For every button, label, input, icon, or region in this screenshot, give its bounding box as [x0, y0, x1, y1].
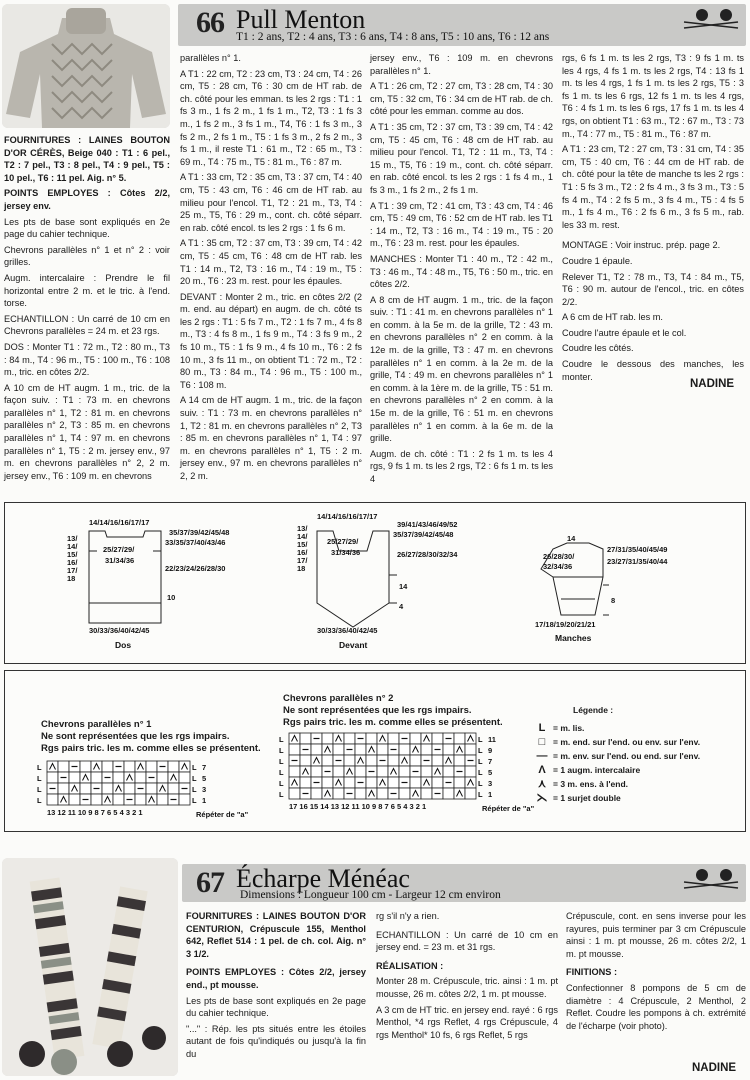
dos-top-label: 14/14/16/16/17/17 — [89, 518, 150, 527]
legend-text-4: = 3 m. ens. à l'end. — [553, 779, 629, 789]
chevron1-col-labels: 13 12 11 10 9 8 7 6 5 4 3 2 1 — [47, 808, 143, 817]
chevron2-cell — [399, 766, 410, 777]
pattern-67-title: Écharpe Ménéac — [236, 864, 410, 893]
chevron2-cell — [465, 788, 476, 799]
chevron1-cell — [80, 783, 91, 794]
scarf-illustration — [2, 858, 178, 1076]
p66-c1-p3: Chevrons parallèles n° 1 et n° 2 : voir grilles. — [4, 244, 170, 268]
chevron2-cell — [388, 733, 399, 744]
p66-c1-p2: Les pts de base sont expliqués en 2e page du cahier technique. — [4, 216, 170, 240]
chevron1-cell — [157, 794, 168, 805]
devant-h5: 18 — [297, 564, 306, 573]
p66-c4-p3: Coudre 1 épaule. — [562, 255, 633, 266]
p67-c1-p2: Les pts de base sont expliqués en 2e page du cahier technique. — [186, 995, 366, 1019]
chevron1-cell — [102, 783, 113, 794]
chevron2-cell — [333, 788, 344, 799]
legend-text-1: = m. end. sur l'end. ou env. sur l'env. — [553, 737, 701, 747]
p66-c4-p5: A 6 cm de HT rab. les m. — [562, 312, 663, 323]
pattern-67-signature: NADINE — [692, 1062, 737, 1074]
legend-text-0: = m. lis. — [553, 723, 585, 733]
chevron1-cell — [80, 761, 91, 772]
chevron2-cell — [432, 777, 443, 788]
dos-caption: Dos — [115, 640, 132, 650]
chevron1-row-L-right: L — [192, 773, 197, 783]
sweater-photo — [2, 4, 170, 128]
pattern-67-column-2 — [376, 910, 558, 1044]
chevron2-cell — [300, 755, 311, 766]
p67-c1-p0: FOURNITURES : LAINES BOUTON D'OR CENTURION, Crépuscule 155, Menthol 642, Reflet 514 : 1 pel. de ch. col. Aig. n° 3 1/2. — [186, 911, 366, 959]
devant-neck-label: 25/27/29/ — [327, 537, 359, 546]
chevron1-cell — [168, 783, 179, 794]
chevron1-title-2: Rgs pairs tric. les m. comme elles se présentent. — [41, 743, 261, 754]
chevron2-row-L: L — [279, 767, 284, 777]
chevron2-cell — [311, 788, 322, 799]
scarf-photo — [2, 858, 178, 1076]
p66-c2-p3: A T1 : 35 cm, T2 : 37 cm, T3 : 39 cm, T4 : 42 cm, T5 : 45 cm, T6 : 48 cm de HT rab. les T1 : 14 m., T2, T3 : 16 m., T4 : 19 m., T5 : 20 m., T6 : 23 m. rest. pour les épaules. — [180, 238, 362, 287]
chevron1-cell — [124, 783, 135, 794]
chevron1-cell — [113, 772, 124, 783]
chevron1-row-L: L — [37, 784, 42, 794]
p66-c1-p6: DOS : Monter T1 : 72 m., T2 : 80 m., T3 : 84 m., T4 : 96 m., T5 : 100 m., T6 : 108 m., tric. en côtes 2/2. — [4, 341, 170, 378]
p66-c1-p5: ECHANTILLON : Un carré de 10 cm en Chevrons parallèles = 24 m. et 23 rgs. — [4, 313, 170, 337]
chevron1-cell — [179, 772, 190, 783]
chevron1-cell — [102, 761, 113, 772]
chevron2-row-L-right: L — [478, 767, 483, 777]
chevron2-cell — [432, 733, 443, 744]
chevron2-row-label: 11 — [488, 734, 496, 744]
p66-c3-p0: jersey env., T6 : 109 m. en chevrons parallèles n° 1. — [370, 53, 553, 76]
pattern-67-number: 67 — [196, 866, 224, 899]
chevron2-cell — [377, 788, 388, 799]
legend-item-3 — [535, 763, 700, 777]
chevron2-row-L-right: L — [478, 745, 483, 755]
legend-sym-4: ⋏ — [537, 778, 547, 790]
chevron1-cell — [157, 772, 168, 783]
devant-right-3: 26/27/28/30/32/34 — [397, 550, 458, 559]
chevron2-cell — [432, 755, 443, 766]
chevron2-row-L: L — [279, 734, 284, 744]
pattern-67-dimensions: Dimensions : Longueur 100 cm - Largeur 12 cm environ — [240, 889, 501, 901]
manches-rib: 8 — [611, 596, 616, 605]
chevron2-cell — [366, 733, 377, 744]
schematics-svg — [5, 503, 745, 663]
legend-item-2 — [535, 749, 700, 763]
p66-c3-p2: A T1 : 35 cm, T2 : 37 cm, T3 : 39 cm, T4 : 42 cm, T5 : 45 cm, T6 : 48 cm de HT rab. au milieu pour l'encol. T1, T2 : 11 m., T3, T4 : 15 m., T5, T6 : 19 m., cont. ch. côté séparr. en rab. côté encol. ts les 2 rgs : 1 fs 4 m., 1 fs 3 m., 1 fs 2 m., 2 fs 1 m. — [370, 121, 553, 195]
charts-box — [4, 670, 746, 832]
chevron2-row-L: L — [279, 745, 284, 755]
chevron2-cell — [388, 777, 399, 788]
p66-c3-p4: MANCHES : Monter T1 : 40 m., T2 : 42 m., T3 : 46 m., T4 : 48 m., T5, T6 : 50 m., tric. en côtes 2/2. — [370, 253, 553, 290]
chevron1-row-L: L — [37, 773, 42, 783]
knitting-needles-icon — [680, 8, 740, 30]
p67-c1-p3: "..." : Rép. les pts situés entre les étoiles autant de fois qu'indiqués ou jusqu'à la fin du — [186, 1023, 366, 1059]
chevron2-cell — [377, 766, 388, 777]
chevron2-row-label: 3 — [488, 778, 493, 788]
dos-h3: 16/ — [67, 558, 78, 567]
chevron2-cell — [454, 733, 465, 744]
pattern-66-column-1 — [4, 134, 170, 485]
devant-h2: 15/ — [297, 540, 308, 549]
chevron1-cell — [47, 772, 58, 783]
p67-c2-p0: rg s'il n'y a rien. — [376, 911, 440, 921]
devant-top-label: 14/14/16/16/17/17 — [317, 512, 378, 521]
manches-right-2: 23/27/31/35/40/44 — [607, 557, 668, 566]
schematics-box — [4, 502, 746, 664]
p66-c2-p5: A 14 cm de HT augm. 1 m., tric. de la façon suiv. : T1 : 73 m. en chevrons parallèles n° 1, T2 : 81 m. en chevrons parallèles n° 2, T3 : 85 m. en chevrons parallèles n° 1, T4 : 97 m. en chevrons parallèles n° 1, T5 : 2 m. jersey env., 97 m. en chevrons parallèles n° 2, 2 m. — [180, 395, 362, 481]
chevron1-row-label: 3 — [202, 784, 207, 794]
chevron2-row-label: 9 — [488, 745, 493, 755]
legend-text-5: = 1 surjet double — [553, 793, 621, 803]
chevron2-cell — [311, 766, 322, 777]
chevron1-cell — [69, 772, 80, 783]
p66-c4-p8: Coudre le dessous des manches, les monter. — [562, 359, 744, 382]
chevron2-cell — [289, 744, 300, 755]
p66-c2-p0: parallèles n° 1. — [180, 53, 241, 63]
chevron2-cell — [388, 755, 399, 766]
p66-c1-p7: A 10 cm de HT augm. 1 m., tric. de la façon suiv. : T1 : 73 m. en chevrons parallèles n° 1, T2 : 81 m. en chevrons parallèles n° 2, T3 : 85 m. en chevrons parallèles n° 1, T4 : 97 m. en chevrons parallèles n° 1, T5 : 2 m. jersey env., 97 m. en chevrons parallèles n° 2, 2 m. jersey env., T6 : 109 m. en chevrons — [4, 382, 170, 481]
legend-sym-2: — — [536, 750, 548, 762]
legend-sym-1: □ — [538, 736, 546, 748]
chevron2-cell — [465, 744, 476, 755]
chevron2-row-label: 5 — [488, 767, 493, 777]
legend-item-1 — [535, 735, 700, 749]
chevron1-title-1: Ne sont représentées que les rgs impairs. — [41, 731, 230, 742]
chevron2-cell — [366, 755, 377, 766]
legend-text-3: = 1 augm. intercalaire — [553, 765, 641, 775]
dos-h2: 15/ — [67, 550, 78, 559]
chevron2-cell — [300, 777, 311, 788]
legend-sym-0: L — [538, 722, 546, 734]
chevron2-row-L-right: L — [478, 789, 483, 799]
chevron2-cell — [333, 766, 344, 777]
chevron2-cell — [465, 766, 476, 777]
p67-c3-p0: Crépuscule, cont. en sens inverse pour les rayures, puis terminer par 3 cm Crépuscule ainsi : 1 m. pt mousse, 26 m. côtes 2/2, 1 m. pt mousse. — [566, 911, 746, 959]
chevron2-cell — [377, 744, 388, 755]
chevron2-cell — [399, 744, 410, 755]
chevron2-cell — [443, 788, 454, 799]
devant-h4: 4 — [399, 602, 404, 611]
chevron2-row-label: 1 — [488, 789, 493, 799]
dos-neck-label: 25/27/29/ — [103, 545, 135, 554]
chevron2-cell — [399, 788, 410, 799]
manches-cap1: 26/28/30/ — [543, 552, 575, 561]
chevron2-cell — [421, 744, 432, 755]
devant-h4: 17/ — [297, 556, 308, 565]
manches-right-1: 27/31/35/40/45/49 — [607, 545, 668, 554]
chevron2-cell — [289, 766, 300, 777]
chevron1-cell — [58, 761, 69, 772]
chevron1-cell — [91, 794, 102, 805]
pattern-66-number: 66 — [196, 6, 224, 39]
chevron1-cell — [69, 794, 80, 805]
chevron1-row-label: 5 — [202, 773, 207, 783]
legend-sym-3: Λ — [538, 764, 546, 776]
chevron2-row-L: L — [279, 756, 284, 766]
p66-c3-p5: A 8 cm de HT augm. 1 m., tric. de la façon suiv. : T1 : 41 m. en chevrons parallèles n° 1 en comm. à la 5e m. de la grille, T2 : 43 m. en chevrons parallèles n° 2 en comm. à la 12e m. de la grille, T3 : 47 m. en chevrons parallèles n° 1 en comm. à la 2e m. de la grille, T4 : 49 m. en chevrons parallèles n° 1 en comm. à la 1ère m. de la grille, T5 : 51 m. en chevrons parallèles n° 2 en comm. à la 15e m. de la grille, T6 : 51 m. en chevrons parallèles n° 1 en comm. à la 6e m. de la grille. — [370, 294, 553, 444]
chevron1-grid — [27, 759, 257, 839]
dos-neck2-label: 31/34/36 — [105, 556, 135, 565]
p66-c1-p1: POINTS EMPLOYES : Côtes 2/2, jersey env. — [4, 188, 170, 211]
chevron1-cell — [91, 772, 102, 783]
chevron2-cell — [322, 777, 333, 788]
chevron2-row-L-right: L — [478, 734, 483, 744]
devant-right-2: 35/37/39/42/45/48 — [393, 530, 454, 539]
chevron1-row-L-right: L — [192, 762, 197, 772]
p66-c2-p4: DEVANT : Monter 2 m., tric. en côtes 2/2 (2 m. end. au départ) en augm. de ch. côté ts les 2 rgs : T1 : 5 fs 7 m., T2 : 1 fs 7 m., 4 fs 8 m., T3 : 4 fs 8 m., 1 fs 9 m., T4 : 3 fs 9 m., 2 fs 10 m., T5 : 1 fs 9 m., 4 fs 10 m., T6 : 2 fs 10 m., 3 fs 11 m., on obtient T1 : 72 m., T2 : 80 m., T3 : 84 m., T4 : 96 m., T5 : 100 m., T6 : 108 m. — [180, 291, 362, 390]
p66-c3-p6: Augm. de ch. côté : T1 : 2 fs 1 m. ts les 4 rgs, 9 fs 1 m. ts les 2 rgs, T2 : 6 fs 1 m. ts les 4 — [370, 448, 553, 484]
p67-c3-p1: FINITIONS : — [566, 967, 618, 978]
p67-c1-p1: POINTS EMPLOYES : Côtes 2/2, jersey end., pt mousse. — [186, 967, 366, 990]
chevron2-col-labels: 17 16 15 14 13 12 11 10 9 8 7 6 5 4 3 2 1 — [289, 802, 427, 811]
devant-caption: Devant — [339, 640, 368, 650]
chevron1-cell — [179, 794, 190, 805]
legend-title: Légende : — [573, 705, 614, 715]
chevron1-cell — [47, 794, 58, 805]
chevron2-cell — [344, 777, 355, 788]
chevron1-cell — [58, 783, 69, 794]
chevron2-cell — [289, 788, 300, 799]
sweater-illustration — [2, 4, 170, 128]
p66-c3-p3: A T1 : 39 cm, T2 : 41 cm, T3 : 43 cm, T4 : 46 cm, T5 : 49 cm, T6 : 52 cm de HT rab. les T1 : 14 m., T2, T3 : 16 m., T4 : 19 m., T5 : 20 m., T6 : 23 m. rest. pour les épaules. — [370, 200, 553, 249]
pattern-66-sizes: T1 : 2 ans, T2 : 4 ans, T3 : 6 ans, T4 : 8 ans, T5 : 10 ans, T6 : 12 ans — [236, 31, 550, 43]
legend-item-4 — [535, 777, 700, 791]
dos-rib: 10 — [167, 593, 176, 602]
dos-bottom: 30/33/36/40/42/45 — [89, 626, 150, 635]
manches-bottom: 17/18/19/20/21/21 — [535, 620, 596, 629]
chevron2-row-L: L — [279, 789, 284, 799]
chevron2-cell — [443, 744, 454, 755]
p67-c2-p3: Monter 28 m. Crépuscule, tric. ainsi : 1 m. pt mousse, 26 m. côtes 2/2, 1 m. pt mousse. — [376, 976, 558, 999]
chevron2-row-L: L — [279, 778, 284, 788]
chevron1-cell — [124, 761, 135, 772]
p66-c4-p2: MONTAGE : Voir instruc. prép. page 2. — [562, 240, 721, 251]
devant-right-top: 39/41/43/46/49/52 — [397, 520, 458, 529]
chevron2-cell — [454, 755, 465, 766]
pattern-67-column-3 — [566, 910, 746, 1035]
chevron2-cell — [443, 766, 454, 777]
chevron2-cell — [344, 733, 355, 744]
legend-text-2: = m. env. sur l'end. ou end. sur l'env. — [553, 751, 701, 761]
chevron2-row-L-right: L — [478, 778, 483, 788]
devant-h0: 13/ — [297, 524, 308, 533]
chevron2-repeat-label: Répéter de "a" — [482, 804, 535, 813]
devant-h1: 14/ — [297, 532, 308, 541]
chevron2-cell — [322, 733, 333, 744]
p66-c2-p2: A T1 : 33 cm, T2 : 35 cm, T3 : 37 cm, T4 : 40 cm, T5 : 43 cm, T6 : 46 cm de HT rab. au milieu pour l'encol. T1, T2 : 21 m., T3, T4 : 25 m., T5, T6 : 29 m., cont. ch. côté séparr. en rab. côté encol. ts les 2 rgs : 1 fs 6 m. — [180, 172, 362, 233]
pattern-67-column-1 — [186, 910, 366, 1064]
chevron2-title — [283, 693, 503, 729]
pattern-66-column-3 — [370, 52, 553, 489]
dos-h1: 14/ — [67, 542, 78, 551]
dos-right-top: 35/37/39/42/45/48 — [169, 528, 230, 537]
chevron1-row-label: 1 — [202, 795, 207, 805]
p66-c4-p7: Coudre les côtés. — [562, 343, 634, 354]
p66-c4-p6: Coudre l'autre épaule et le col. — [562, 327, 687, 338]
chevron2-cell — [410, 733, 421, 744]
knitting-needles-icon-2 — [680, 868, 740, 890]
legend — [535, 703, 700, 805]
p67-c2-p4: A 3 cm de HT tric. en jersey end. rayé : 6 rgs Menthol, *4 rgs Reflet, 4 rgs Crépuscule, 4 rgs Menthol* 10 fs, 6 rgs Reflet, 5 rgs — [376, 1004, 558, 1040]
devant-h3: 16/ — [297, 548, 308, 557]
chevron1-cell — [113, 794, 124, 805]
chevron1-cell — [135, 794, 146, 805]
chevron2-cell — [421, 766, 432, 777]
chevron2-cell — [333, 744, 344, 755]
chevron2-row-L-right: L — [478, 756, 483, 766]
chevron1-row-label: 7 — [202, 762, 207, 772]
chevron2-cell — [410, 777, 421, 788]
chevron2-title-0: Chevrons parallèles n° 2 — [283, 693, 394, 704]
p66-c2-p1: A T1 : 22 cm, T2 : 23 cm, T3 : 24 cm, T4 : 26 cm, T5 : 28 cm, T6 : 30 cm de HT rab. de ch. côté pour les emman. ts les 2 rgs : T1 : 1 fs 3 m., 1 fs 2 m., 1 fs 1 m., T2, T3 : 1 fs 3 m., 1 fs 2 m., 3 fs 1 m., T4, T6 : 1 fs 3 m., 3 fs 2 m., 2 fs 1 m., T5 : 1 fs 3 m., 2 fs 2 m., 3 fs 1 m., il reste T1 : 61 m., T2 : 65 m., T3 : 69 m., T4 : 75 m., T5 : 81 m., T6 : 87 m. — [180, 68, 362, 167]
pattern-66-column-2 — [180, 52, 362, 486]
chevron1-cell — [168, 761, 179, 772]
p66-c1-p4: Augm. intercalaire : Prendre le fil horizontal entre 2 m. et le tric. à l'end. torse. — [4, 272, 170, 309]
pattern-66-column-4 — [562, 52, 744, 386]
chevron2-cell — [322, 755, 333, 766]
legend-item-5 — [535, 791, 700, 805]
dos-h0: 13/ — [67, 534, 78, 543]
chevron2-row-label: 7 — [488, 756, 493, 766]
devant-bottom: 30/33/36/40/42/45 — [317, 626, 378, 635]
legend-sym-5: ⋋ — [536, 792, 548, 804]
manches-caption: Manches — [555, 633, 592, 643]
chevron2-cell — [355, 766, 366, 777]
chevron1-row-L: L — [37, 795, 42, 805]
chevron2-title-1: Ne sont représentées que les rgs impairs. — [283, 705, 472, 716]
chevron1-cell — [135, 772, 146, 783]
dos-right-3: 22/23/24/26/28/30 — [165, 564, 226, 573]
chevron2-cell — [355, 788, 366, 799]
pattern-66-title: Pull Menton — [236, 5, 366, 34]
devant-neck2-label: 31/34/36 — [331, 548, 361, 557]
p66-c4-p4: Relever T1, T2 : 78 m., T3, T4 : 84 m., T5, T6 : 90 m. autour de l'encol., tric. en côtes 2/2. — [562, 271, 744, 307]
chevron2-cell — [311, 744, 322, 755]
chevron2-cell — [355, 744, 366, 755]
chevron2-cell — [410, 755, 421, 766]
p67-c2-p2: RÉALISATION : — [376, 960, 444, 971]
chevron2-cell — [454, 777, 465, 788]
chevron1-title-0: Chevrons parallèles n° 1 — [41, 719, 152, 730]
chevron1-repeat-label: Répéter de "a" — [196, 810, 249, 819]
p66-c4-p0: rgs, 6 fs 1 m. ts les 2 rgs, T3 : 9 fs 1 m. ts les 4 rgs, 4 fs 1 m. ts les 2 rgs, T4 : 13 fs 1 m. ts les 4 rgs, 1 fs 1 m. ts les 2 rgs, T5 : 3 fs 1 m. ts les 6 rgs, 12 fs 1 m. ts les 4 rgs, T6 : 4 fs 1 m. ts les 6 rgs, 17 fs 1 m. ts les 4 rgs, on obtient T1 : 63 m., T2 : 67 m., T3 : 73 m., T4 : 77 m., T5 : 81 m., T6 : 87 m. — [562, 53, 744, 139]
legend-item-0 — [535, 721, 700, 735]
p67-c2-p1: ECHANTILLON : Un carré de 10 cm en jersey end. = 23 m. et 31 rgs. — [376, 929, 558, 953]
chevron2-grid — [269, 731, 539, 831]
chevron1-row-L-right: L — [192, 784, 197, 794]
chevron2-cell — [421, 788, 432, 799]
chevron1-title — [41, 719, 261, 755]
manches-top: 14 — [567, 534, 576, 543]
p67-c3-p2: Confectionner 8 pompons de 5 cm de diamètre : 4 Crépuscule, 2 Menthol, 2 Reflet. Coudre les pompons à ch. extrémité de l'écharpe (voir photo). — [566, 982, 746, 1031]
dos-right-2: 33/35/37/40/43/46 — [165, 538, 226, 547]
devant-h14: 14 — [399, 582, 408, 591]
chevron1-cell — [146, 761, 157, 772]
dos-h4: 17/ — [67, 566, 78, 575]
chevron2-cell — [300, 733, 311, 744]
p66-c4-p1: A T1 : 23 cm, T2 : 27 cm, T3 : 31 cm, T4 : 35 cm, T5 : 40 cm, T6 : 44 cm de HT rab. de ch. côté pour la tête de manche ts les 2 rgs : T1 : 5 fs 3 m., T2 : 2 fs 4 m., 3 fs 3 m., T3 : 5 fs 4 m., T4 : 2 fs 5 m., 3 fs 4 m., T5 : 4 fs 5 m., 1 fs 4 m., T6 : 2 fs 6 m., 3 fs 5 m., rab. les 33 m. rest. — [562, 144, 744, 230]
pattern-66-signature: NADINE — [690, 378, 735, 390]
chevron2-cell — [344, 755, 355, 766]
p66-c1-p0: FOURNITURES : LAINES BOUTON D'OR CÉRÈS, Beige 040 : T1 : 6 pel., T2 : 7 pel., T3 : 8 pel., T4 : 9 pel., T5 : 10 pel., T6 : 11 pel. Aig. n° 5. — [4, 135, 170, 183]
manches-cap2: 32/34/36 — [543, 562, 573, 571]
chevron1-row-L-right: L — [192, 795, 197, 805]
p66-c3-p1: A T1 : 26 cm, T2 : 27 cm, T3 : 28 cm, T4 : 30 cm, T5 : 32 cm, T6 : 34 cm de HT rab. de ch. côté pour les emman. comme au dos. — [370, 81, 553, 117]
chevron1-cell — [146, 783, 157, 794]
chevron1-row-L: L — [37, 762, 42, 772]
chevron2-title-2: Rgs pairs tric. les m. comme elles se présentent. — [283, 717, 503, 728]
dos-h5: 18 — [67, 574, 76, 583]
chevron2-cell — [366, 777, 377, 788]
